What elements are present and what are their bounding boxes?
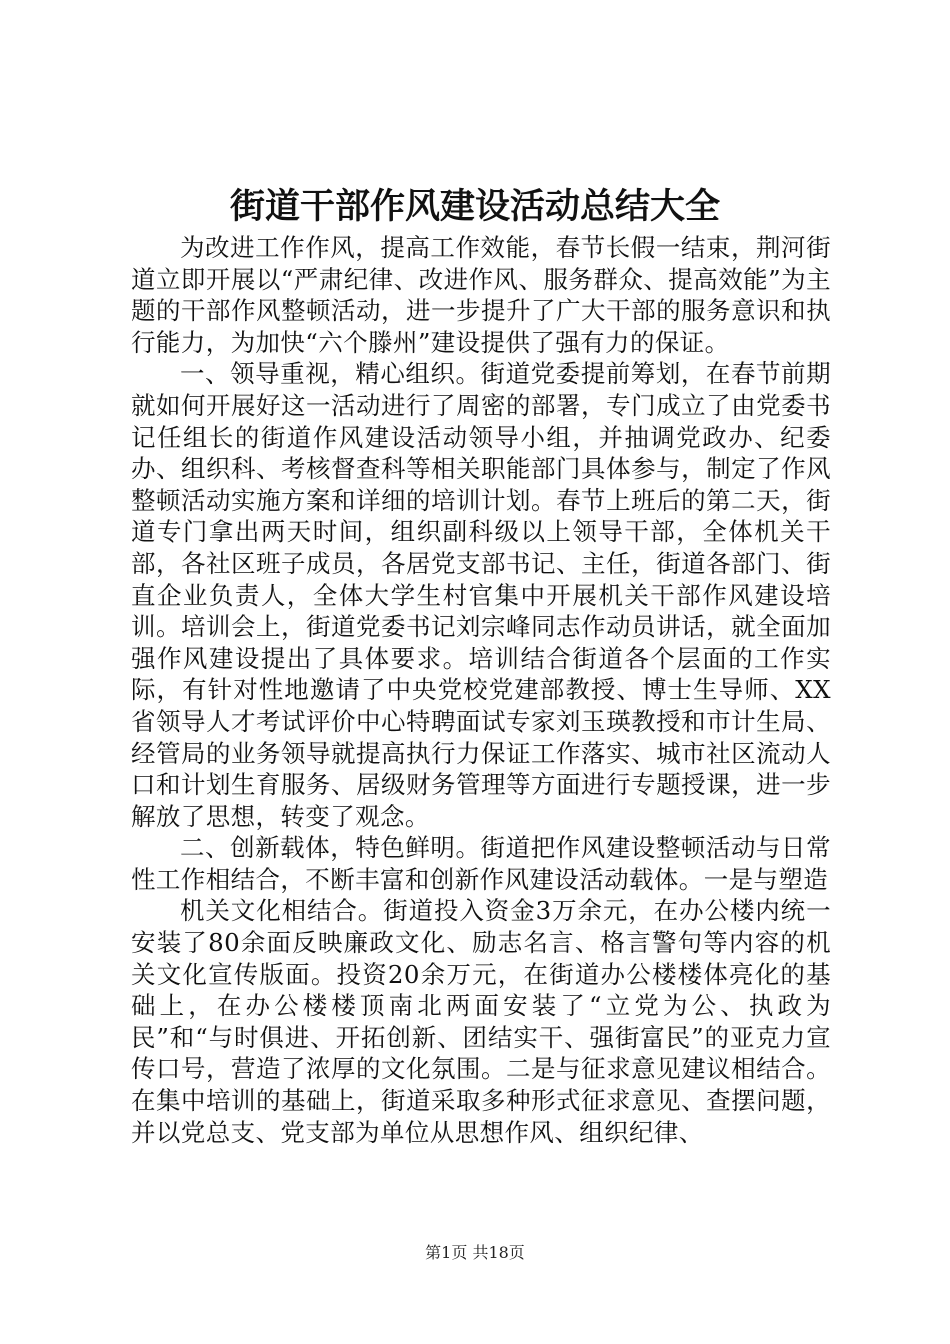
- paragraph-section-2: 二、创新载体，特色鲜明。街道把作风建设整顿活动与日常性工作相结合，不断丰富和创新作风建设活动载体。一是与塑造: [131, 833, 831, 894]
- document-body: [131, 232, 831, 1148]
- paragraph-section-1: 一、领导重视，精心组织。街道党委提前筹划，在春节前期就如何开展好这一活动进行了周密的部署，专门成立了由党委书记任组长的街道作风建设活动领导小组，并抽调党政办、纪委办、组织科、考核督查科等相关职能部门具体参与，制定了作风整顿活动实施方案和详细的培训计划。春节上班后的第二天，街道专门拿出两天时间，组织副科级以上领导干部，全体机关干部，各社区班子成员，各居党支部书记、主任，街道各部门、街直企业负责人，全体大学生村官集中开展机关干部作风建设培训。培训会上，街道党委书记刘宗峰同志作动员讲话，就全面加强作风建设提出了具体要求。培训结合街道各个层面的工作实际，有针对性地邀请了中央党校党建部教授、博士生导师、XX省领导人才考试评价中心特聘面试专家刘玉瑛教授和市计生局、经管局的业务领导就提高执行力保证工作落实、城市社区流动人口和计划生育服务、居级财务管理等方面进行专题授课，进一步解放了思想，转变了观念。: [131, 359, 831, 831]
- paragraph-section-2-continued: 机关文化相结合。街道投入资金3万余元，在办公楼内统一安装了80余面反映廉政文化、励志名言、格言警句等内容的机关文化宣传版面。投资20余万元，在街道办公楼楼体亮化的基础上，在办公楼楼顶南北两面安装了“立党为公、执政为民”和“与时俱进、开拓创新、团结实干、强街富民”的亚克力宣传口号，营造了浓厚的文化氛围。二是与征求意见建议相结合。在集中培训的基础上，街道采取多种形式征求意见、查摆问题，并以党总支、党支部为单位从思想作风、组织纪律、: [131, 896, 831, 1147]
- document-title: 街道干部作风建设活动总结大全: [229, 186, 720, 227]
- page-number-footer: 第1页 共18页: [425, 1243, 525, 1262]
- paragraph-intro: 为改进工作作风，提高工作效能，春节长假一结束，荆河街道立即开展以“严肃纪律、改进作风、服务群众、提高效能”为主题的干部作风整顿活动，进一步提升了广大干部的服务意识和执行能力，为加快“六个滕州”建设提供了强有力的保证。: [131, 233, 831, 357]
